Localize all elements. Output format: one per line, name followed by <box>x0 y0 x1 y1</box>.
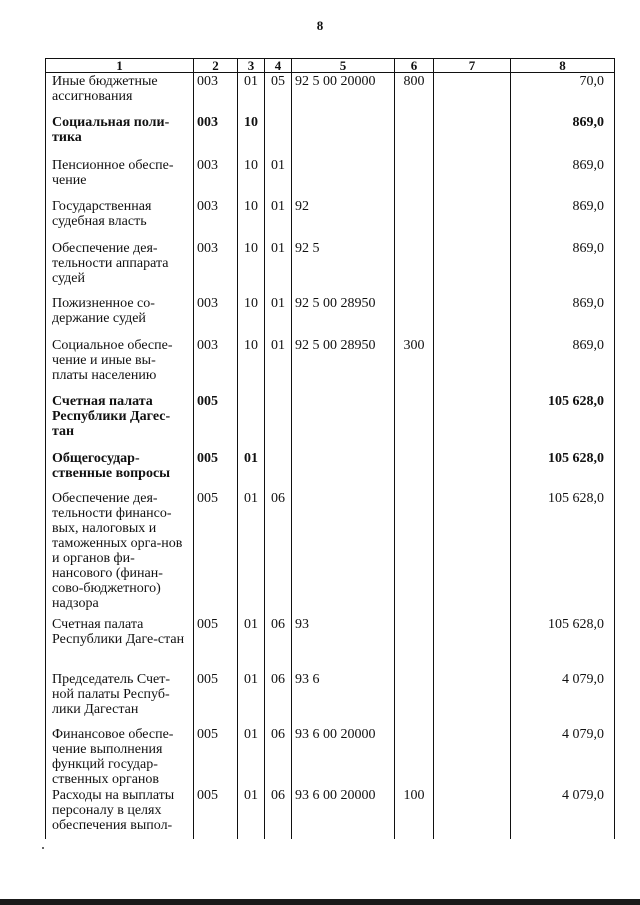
table-row <box>46 616 615 671</box>
header-col-3: 3 <box>238 59 265 73</box>
row-code-col-5 <box>292 450 395 490</box>
row-code-col-6 <box>395 114 434 157</box>
row-code-col-4 <box>265 393 292 450</box>
header-col-1: 1 <box>46 59 194 73</box>
row-code-col-3: 01 <box>238 616 265 671</box>
row-name: Пенсионное обеспе-чение <box>46 157 194 198</box>
row-name: Социальная поли-тика <box>46 114 194 157</box>
row-amount: 869,0 <box>511 157 615 198</box>
row-amount: 869,0 <box>511 240 615 295</box>
table-row <box>46 73 615 114</box>
row-code-col-3: 01 <box>238 450 265 490</box>
row-code-col-4: 01 <box>265 157 292 198</box>
row-name: Социальное обеспе-чение и иные вы-платы населению <box>46 337 194 393</box>
row-code-col-6 <box>395 157 434 198</box>
row-code-col-6 <box>395 450 434 490</box>
row-code-col-5: 93 <box>292 616 395 671</box>
header-row <box>46 59 615 73</box>
row-code-col-2: 005 <box>194 787 238 839</box>
row-col-7 <box>434 393 511 450</box>
budget-table <box>45 58 615 839</box>
row-code-col-2: 005 <box>194 726 238 787</box>
table-row <box>46 198 615 240</box>
row-code-col-6: 300 <box>395 337 434 393</box>
row-code-col-3: 10 <box>238 240 265 295</box>
scan-mark <box>42 847 44 849</box>
row-code-col-3 <box>238 393 265 450</box>
row-code-col-5 <box>292 393 395 450</box>
page-number: 8 <box>316 18 324 33</box>
row-code-col-3: 01 <box>238 787 265 839</box>
row-code-col-6 <box>395 616 434 671</box>
row-name: Расходы на выплаты персоналу в целях обеспечения выпол- <box>46 787 194 839</box>
row-amount: 105 628,0 <box>511 616 615 671</box>
row-name: Финансовое обеспе-чение выполнения функций государ-ственных органов <box>46 726 194 787</box>
row-code-col-2: 005 <box>194 490 238 616</box>
row-code-col-5 <box>292 157 395 198</box>
row-col-7 <box>434 450 511 490</box>
row-code-col-3: 10 <box>238 295 265 337</box>
table-row <box>46 337 615 393</box>
row-code-col-5: 92 5 00 28950 <box>292 295 395 337</box>
row-amount: 70,0 <box>511 73 615 114</box>
row-code-col-3: 10 <box>238 114 265 157</box>
row-code-col-3: 10 <box>238 198 265 240</box>
row-col-7 <box>434 73 511 114</box>
row-amount: 105 628,0 <box>511 393 615 450</box>
row-code-col-5: 92 5 00 28950 <box>292 337 395 393</box>
row-code-col-6: 800 <box>395 73 434 114</box>
row-amount: 105 628,0 <box>511 490 615 616</box>
row-code-col-2: 003 <box>194 73 238 114</box>
scan-bottom-edge <box>0 899 640 905</box>
row-code-col-5: 93 6 00 20000 <box>292 726 395 787</box>
row-amount: 4 079,0 <box>511 726 615 787</box>
row-code-col-2: 003 <box>194 295 238 337</box>
header-col-2: 2 <box>194 59 238 73</box>
row-code-col-6 <box>395 240 434 295</box>
row-name: Иные бюджетные ассигнования <box>46 73 194 114</box>
row-code-col-5: 93 6 <box>292 671 395 726</box>
row-amount: 105 628,0 <box>511 450 615 490</box>
table-row <box>46 157 615 198</box>
row-code-col-3: 01 <box>238 726 265 787</box>
table-row <box>46 295 615 337</box>
row-code-col-4: 01 <box>265 240 292 295</box>
row-col-7 <box>434 240 511 295</box>
row-code-col-6 <box>395 198 434 240</box>
row-col-7 <box>434 490 511 616</box>
table-row <box>46 490 615 616</box>
row-name: Пожизненное со-держание судей <box>46 295 194 337</box>
row-code-col-3: 10 <box>238 157 265 198</box>
row-code-col-4 <box>265 450 292 490</box>
row-code-col-4: 06 <box>265 490 292 616</box>
row-name: Счетная палата Республики Дагес-тан <box>46 393 194 450</box>
row-code-col-4: 01 <box>265 337 292 393</box>
row-amount: 869,0 <box>511 198 615 240</box>
row-code-col-2: 003 <box>194 114 238 157</box>
row-code-col-2: 003 <box>194 157 238 198</box>
row-code-col-5: 92 <box>292 198 395 240</box>
row-col-7 <box>434 616 511 671</box>
row-code-col-5 <box>292 490 395 616</box>
row-code-col-4: 06 <box>265 726 292 787</box>
table-row <box>46 671 615 726</box>
row-code-col-4: 01 <box>265 295 292 337</box>
row-code-col-2: 003 <box>194 198 238 240</box>
row-code-col-5: 93 6 00 20000 <box>292 787 395 839</box>
table-row <box>46 393 615 450</box>
row-col-7 <box>434 157 511 198</box>
row-code-col-3: 01 <box>238 490 265 616</box>
row-amount: 4 079,0 <box>511 787 615 839</box>
row-code-col-5 <box>292 114 395 157</box>
row-col-7 <box>434 337 511 393</box>
row-code-col-4: 06 <box>265 616 292 671</box>
row-name: Обеспечение дея-тельности финансо-вых, налоговых и таможенных орга-нов и органов фи-нансового (финан-сово-бюджетного) надзора <box>46 490 194 616</box>
row-name: Счетная палата Республики Даге-стан <box>46 616 194 671</box>
row-name: Государственная судебная власть <box>46 198 194 240</box>
table-row <box>46 114 615 157</box>
row-code-col-3: 10 <box>238 337 265 393</box>
header-col-4: 4 <box>265 59 292 73</box>
row-col-7 <box>434 787 511 839</box>
row-col-7 <box>434 198 511 240</box>
row-code-col-4: 01 <box>265 198 292 240</box>
header-col-7: 7 <box>434 59 511 73</box>
row-code-col-2: 005 <box>194 671 238 726</box>
row-code-col-2: 003 <box>194 240 238 295</box>
row-name: Обеспечение дея-тельности аппарата судей <box>46 240 194 295</box>
row-amount: 4 079,0 <box>511 671 615 726</box>
row-code-col-6 <box>395 726 434 787</box>
row-code-col-6 <box>395 393 434 450</box>
row-code-col-2: 005 <box>194 450 238 490</box>
row-code-col-5: 92 5 00 20000 <box>292 73 395 114</box>
row-code-col-2: 005 <box>194 393 238 450</box>
row-code-col-6 <box>395 671 434 726</box>
table-row <box>46 787 615 839</box>
row-code-col-4 <box>265 114 292 157</box>
row-code-col-6 <box>395 295 434 337</box>
table-row <box>46 240 615 295</box>
header-col-8: 8 <box>511 59 615 73</box>
row-col-7 <box>434 671 511 726</box>
row-name: Председатель Счет-ной палаты Респуб-лики Дагестан <box>46 671 194 726</box>
row-code-col-4: 06 <box>265 671 292 726</box>
row-amount: 869,0 <box>511 295 615 337</box>
table-row <box>46 726 615 787</box>
row-code-col-5: 92 5 <box>292 240 395 295</box>
row-code-col-2: 005 <box>194 616 238 671</box>
row-code-col-3: 01 <box>238 73 265 114</box>
row-code-col-4: 06 <box>265 787 292 839</box>
row-code-col-6 <box>395 490 434 616</box>
row-amount: 869,0 <box>511 114 615 157</box>
header-col-5: 5 <box>292 59 395 73</box>
row-code-col-3: 01 <box>238 671 265 726</box>
row-col-7 <box>434 726 511 787</box>
table-row <box>46 450 615 490</box>
header-col-6: 6 <box>395 59 434 73</box>
row-code-col-6: 100 <box>395 787 434 839</box>
row-amount: 869,0 <box>511 337 615 393</box>
row-name: Общегосудар-ственные вопросы <box>46 450 194 490</box>
row-code-col-4: 05 <box>265 73 292 114</box>
row-col-7 <box>434 114 511 157</box>
row-code-col-2: 003 <box>194 337 238 393</box>
row-col-7 <box>434 295 511 337</box>
